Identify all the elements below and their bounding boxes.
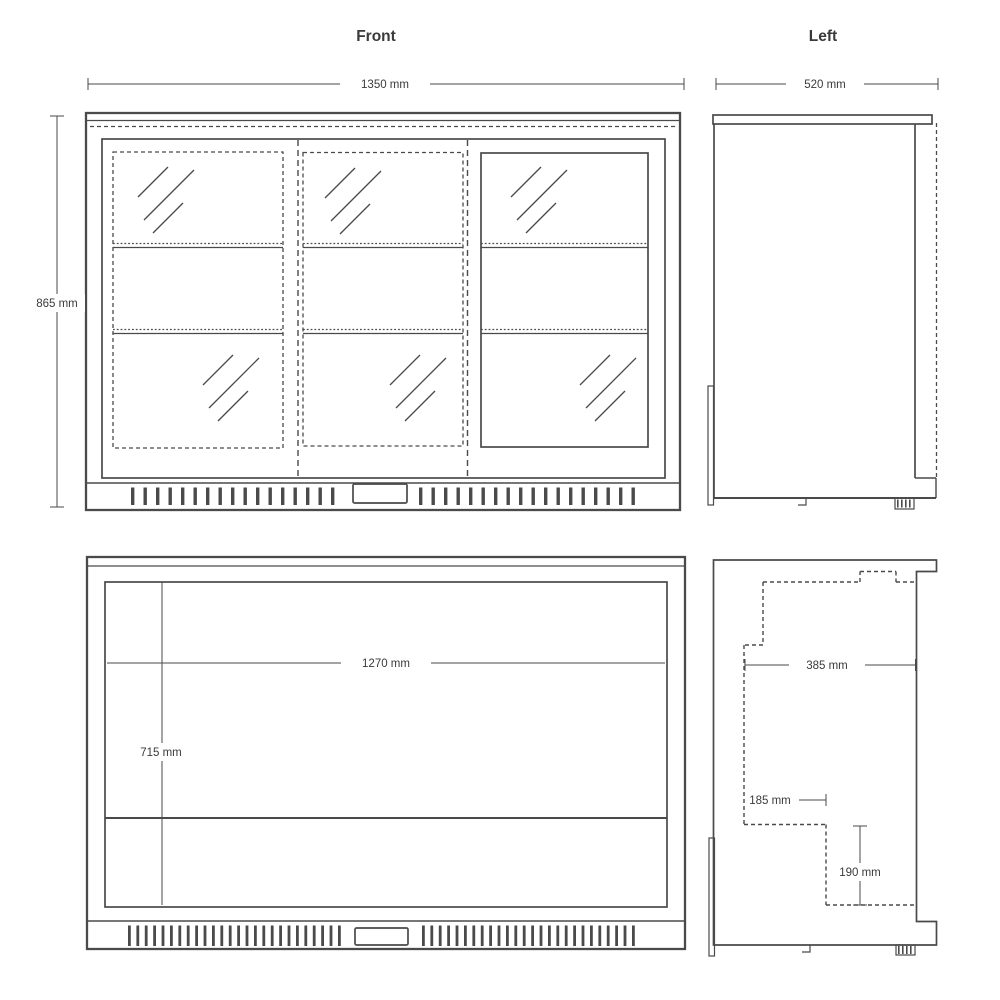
interior-height-label: 715 mm xyxy=(140,747,182,759)
ventilation-grille xyxy=(86,483,680,505)
front-foot-hook xyxy=(798,498,806,505)
dimension-recess-width xyxy=(749,794,826,807)
dimension-overall-height xyxy=(29,116,85,507)
glass-reflection-icon xyxy=(580,355,636,421)
overall-height-label: 865 mm xyxy=(36,298,78,310)
front-view xyxy=(86,113,680,510)
logo-badge xyxy=(353,484,407,503)
dimension-overall-width xyxy=(88,75,684,93)
overall-depth-label: 520 mm xyxy=(804,79,846,91)
grille-slats-left xyxy=(131,488,334,506)
grille-slats-left xyxy=(128,926,341,947)
cabinet-frame xyxy=(86,113,680,510)
glass-reflection-icon xyxy=(325,168,381,234)
side-body-outline xyxy=(714,560,937,945)
sliding-door-right xyxy=(481,153,648,447)
adjustable-foot xyxy=(896,945,915,955)
left-view xyxy=(708,115,937,509)
grille-slats-right xyxy=(419,488,635,506)
adjustable-foot xyxy=(895,498,914,509)
glass-reflection-icon xyxy=(511,167,567,233)
left-interior-view xyxy=(709,560,937,956)
left-view-title: Left xyxy=(808,28,838,45)
recess-width-label: 185 mm xyxy=(749,795,791,807)
shelf-lines xyxy=(303,244,463,334)
side-body xyxy=(714,123,937,498)
interior-depth-label: 385 mm xyxy=(806,660,848,672)
glass-reflection-icon xyxy=(138,167,194,233)
shelf-lines xyxy=(481,244,648,334)
foot-ribs xyxy=(897,500,911,508)
interior-liner-dashed-outline xyxy=(744,572,916,906)
interior-width-label: 1270 mm xyxy=(362,658,410,670)
logo-badge xyxy=(355,928,408,945)
worktop-lip xyxy=(713,115,932,124)
grille-slats-right xyxy=(422,926,635,947)
dimension-interior-width xyxy=(107,654,665,672)
dimension-interior-height xyxy=(133,582,190,905)
door-separators xyxy=(298,140,468,477)
recess-height-label: 190 mm xyxy=(839,867,881,879)
overall-width-label: 1350 mm xyxy=(361,79,409,91)
dimension-overall-depth xyxy=(716,75,938,93)
glass-reflection-icon xyxy=(203,355,259,421)
shelf-lines xyxy=(113,244,283,334)
front-foot-hook xyxy=(802,945,810,952)
foot-ribs xyxy=(898,946,912,954)
glass-reflection-icon xyxy=(390,355,446,421)
rear-spacer-bracket xyxy=(708,386,714,505)
front-interior-view xyxy=(87,557,685,949)
glass-reflection-icons xyxy=(138,167,636,421)
dimension-interior-depth xyxy=(745,656,916,674)
dimension-recess-height xyxy=(832,826,888,905)
front-view-title: Front xyxy=(356,28,396,45)
ventilation-grille xyxy=(87,921,685,946)
